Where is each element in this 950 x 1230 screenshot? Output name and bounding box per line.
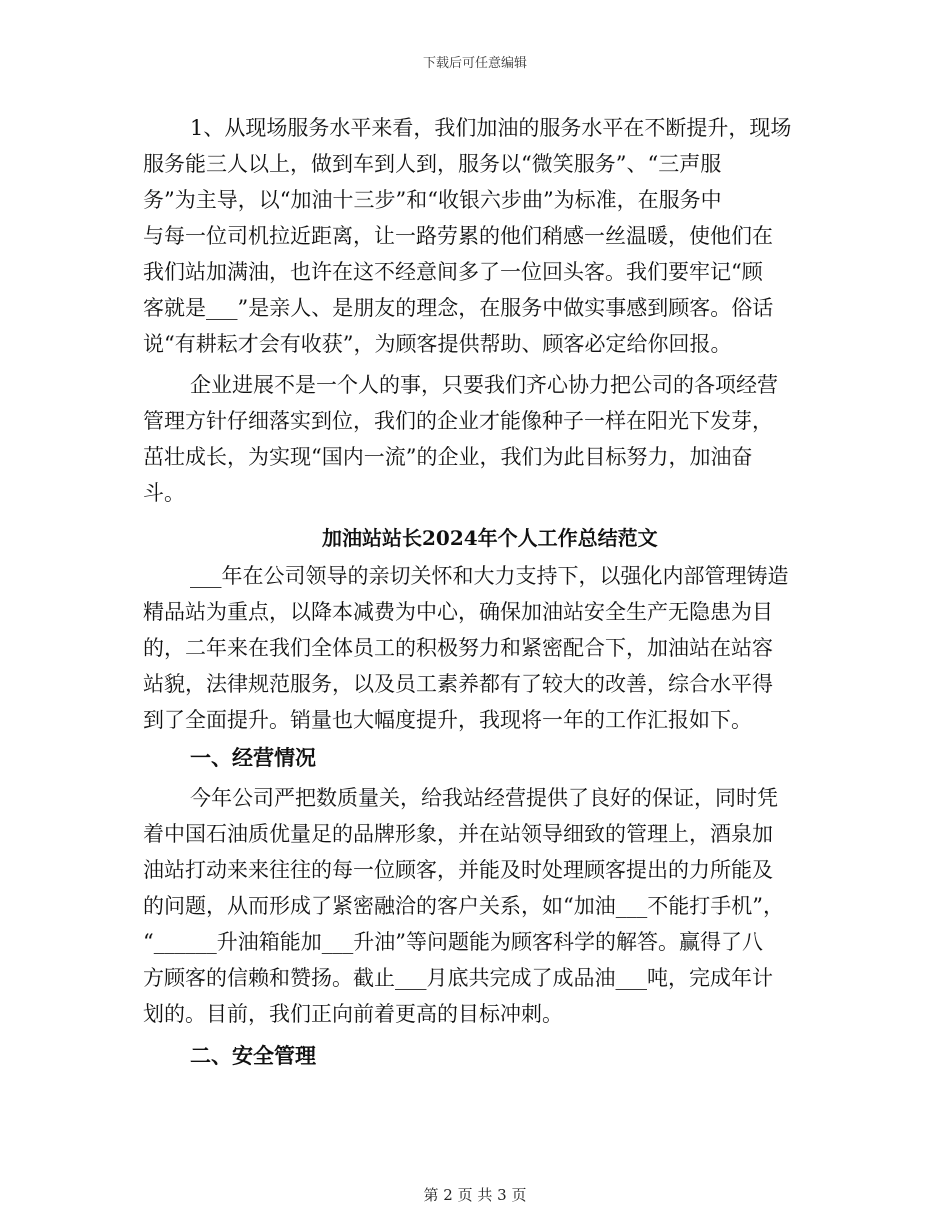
paragraph-line: 方顾客的信赖和赞扬。截止___月底共完成了成品油___吨，完成年计 (143, 966, 773, 990)
paragraph-line: 务”为主导，以“加油十三步”和“收银六步曲”为标准，在服务中 (143, 188, 722, 212)
section-heading: 一、经营情况 (190, 745, 316, 770)
paragraph-line: 划的。目前，我们正向前着更高的目标冲刺。 (143, 1002, 563, 1026)
paragraph-line: 我们站加满油，也许在这不经意间多了一位回头客。我们要牢记“顾 (143, 260, 763, 284)
paragraph-line: 的，二年来在我们全体员工的积极努力和紧密配合下，加油站在站容 (143, 636, 773, 660)
paragraph-line: 着中国石油质优量足的品牌形象，并在站领导细致的管理上，酒泉加 (143, 822, 773, 846)
paragraph-line: 油站打动来来往往的每一位顾客，并能及时处理顾客提出的力所能及 (143, 858, 773, 882)
paragraph-line: 精品站为重点，以降本减费为中心，确保加油站安全生产无隐患为目 (143, 600, 773, 624)
paragraph-line: 今年公司严把数质量关，给我站经营提供了良好的保证，同时凭 (190, 786, 778, 810)
paragraph-line: 的问题，从而形成了紧密融洽的客户关系，如“加油___不能打手机”， (143, 894, 784, 918)
paragraph-line: 与每一位司机拉近距离，让一路劳累的他们稍感一丝温暖，使他们在 (143, 224, 773, 248)
paragraph-line: 到了全面提升。销量也大幅度提升，我现将一年的工作汇报如下。 (143, 708, 752, 732)
paragraph-line: 斗。 (143, 481, 185, 505)
page-header-note: 下载后可任意编辑 (422, 56, 527, 71)
paragraph-line: 服务能三人以上，做到车到人到，服务以“微笑服务”、“三声服 (143, 152, 722, 176)
document-title: 加油站站长2024年个人工作总结范文 (322, 526, 658, 550)
paragraph-line: “______升油箱能加___升油”等问题能为顾客科学的解答。赢得了八 (143, 930, 763, 954)
paragraph-line: 1、从现场服务水平来看，我们加油的服务水平在不断提升，现场 (190, 116, 792, 140)
paragraph-line: 企业进展不是一个人的事，只要我们齐心协力把公司的各项经营 (190, 373, 778, 397)
paragraph-line: 站貌，法律规范服务，以及员工素养都有了较大的改善，综合水平得 (143, 672, 773, 696)
paragraph-line: ___年在公司领导的亲切关怀和大力支持下，以强化内部管理铸造 (190, 564, 789, 588)
page-footer: 第 2 页 共 3 页 (423, 1186, 527, 1204)
paragraph-line: 管理方针仔细落实到位，我们的企业才能像种子一样在阳光下发芽， (143, 409, 773, 433)
paragraph-line: 客就是___”是亲人、是朋友的理念，在服务中做实事感到顾客。俗话 (143, 296, 774, 320)
paragraph-line: 茁壮成长，为实现“国内一流”的企业，我们为此目标努力，加油奋 (143, 445, 753, 469)
section-heading: 二、安全管理 (190, 1043, 316, 1068)
paragraph-line: 说“有耕耘才会有收获”，为顾客提供帮助、顾客必定给你回报。 (143, 332, 732, 356)
